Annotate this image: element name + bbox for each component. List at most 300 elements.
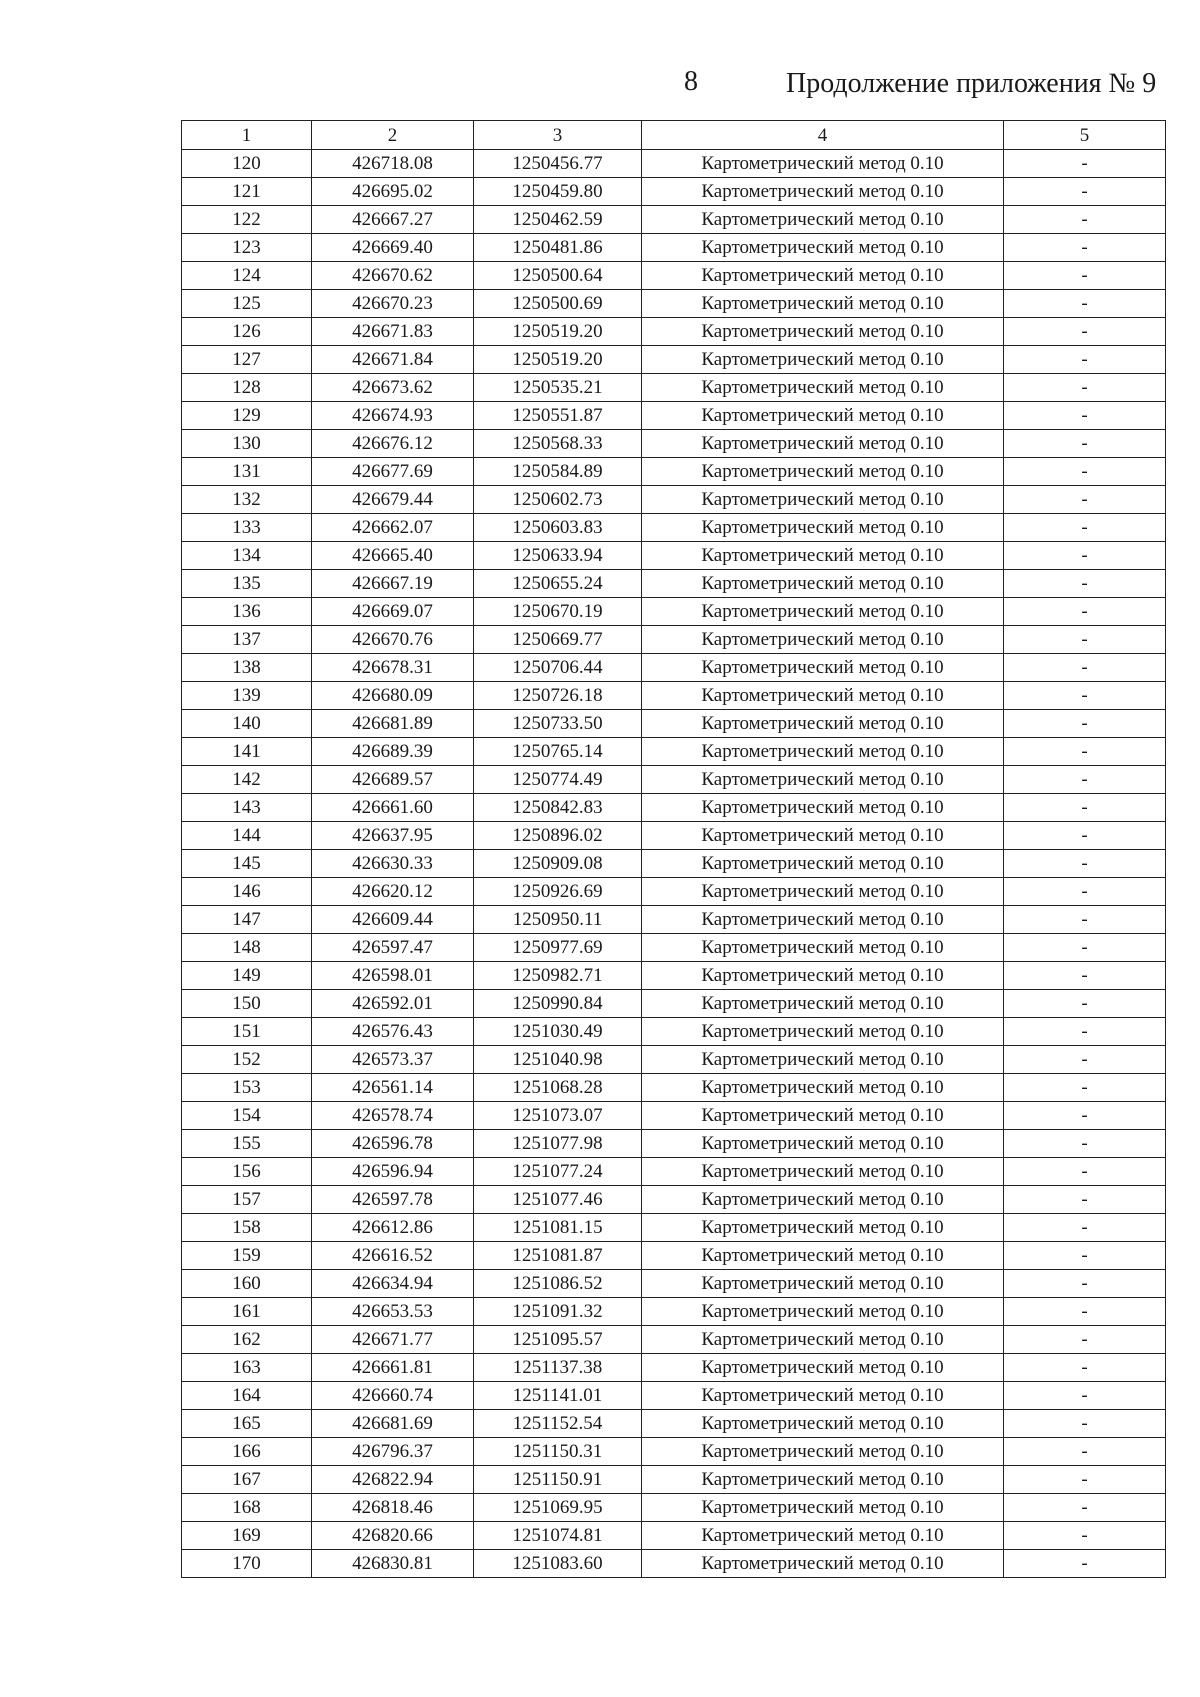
- x-coordinate-cell: 426820.66: [312, 1522, 474, 1550]
- description-cell: -: [1004, 318, 1166, 346]
- description-cell: -: [1004, 682, 1166, 710]
- description-cell: -: [1004, 514, 1166, 542]
- method-cell: Картометрический метод 0.10: [642, 598, 1004, 626]
- point-number-cell: 131: [182, 458, 312, 486]
- y-coordinate-cell: 1250733.50: [474, 710, 642, 738]
- point-number-cell: 139: [182, 682, 312, 710]
- method-cell: Картометрический метод 0.10: [642, 906, 1004, 934]
- table-row: [182, 1102, 1166, 1130]
- point-number-cell: 127: [182, 346, 312, 374]
- point-number-cell: 123: [182, 234, 312, 262]
- y-coordinate-cell: 1250670.19: [474, 598, 642, 626]
- point-number-cell: 146: [182, 878, 312, 906]
- method-cell: Картометрический метод 0.10: [642, 346, 1004, 374]
- table-row: [182, 794, 1166, 822]
- table-row: [182, 514, 1166, 542]
- x-coordinate-cell: 426660.74: [312, 1382, 474, 1410]
- y-coordinate-cell: 1251095.57: [474, 1326, 642, 1354]
- x-coordinate-cell: 426576.43: [312, 1018, 474, 1046]
- y-coordinate-cell: 1251077.98: [474, 1130, 642, 1158]
- x-coordinate-cell: 426670.23: [312, 290, 474, 318]
- point-number-cell: 161: [182, 1298, 312, 1326]
- description-cell: -: [1004, 1074, 1166, 1102]
- description-cell: -: [1004, 486, 1166, 514]
- x-coordinate-cell: 426796.37: [312, 1438, 474, 1466]
- y-coordinate-cell: 1251040.98: [474, 1046, 642, 1074]
- table-row: [182, 318, 1166, 346]
- description-cell: -: [1004, 1326, 1166, 1354]
- y-coordinate-cell: 1251137.38: [474, 1354, 642, 1382]
- description-cell: -: [1004, 1354, 1166, 1382]
- point-number-cell: 169: [182, 1522, 312, 1550]
- method-cell: Картометрический метод 0.10: [642, 458, 1004, 486]
- point-number-cell: 134: [182, 542, 312, 570]
- description-cell: -: [1004, 1382, 1166, 1410]
- point-number-cell: 141: [182, 738, 312, 766]
- point-number-cell: 148: [182, 934, 312, 962]
- x-coordinate-cell: 426669.40: [312, 234, 474, 262]
- y-coordinate-cell: 1250669.77: [474, 626, 642, 654]
- y-coordinate-cell: 1250602.73: [474, 486, 642, 514]
- point-number-cell: 140: [182, 710, 312, 738]
- method-cell: Картометрический метод 0.10: [642, 514, 1004, 542]
- y-coordinate-cell: 1251077.24: [474, 1158, 642, 1186]
- page-caption: Продолжение приложения № 9: [786, 68, 1157, 99]
- method-cell: Картометрический метод 0.10: [642, 1242, 1004, 1270]
- y-coordinate-cell: 1250456.77: [474, 150, 642, 178]
- y-coordinate-cell: 1251068.28: [474, 1074, 642, 1102]
- method-cell: Картометрический метод 0.10: [642, 850, 1004, 878]
- x-coordinate-cell: 426673.62: [312, 374, 474, 402]
- point-number-cell: 133: [182, 514, 312, 542]
- y-coordinate-cell: 1250977.69: [474, 934, 642, 962]
- table-row: [182, 1354, 1166, 1382]
- method-cell: Картометрический метод 0.10: [642, 1522, 1004, 1550]
- description-cell: -: [1004, 1046, 1166, 1074]
- method-cell: Картометрический метод 0.10: [642, 1438, 1004, 1466]
- y-coordinate-cell: 1251069.95: [474, 1494, 642, 1522]
- point-number-cell: 162: [182, 1326, 312, 1354]
- table-row: [182, 346, 1166, 374]
- method-cell: Картометрический метод 0.10: [642, 682, 1004, 710]
- method-cell: Картометрический метод 0.10: [642, 178, 1004, 206]
- page-number: 8: [684, 66, 698, 97]
- y-coordinate-cell: 1251091.32: [474, 1298, 642, 1326]
- method-cell: Картометрический метод 0.10: [642, 374, 1004, 402]
- point-number-cell: 142: [182, 766, 312, 794]
- y-coordinate-cell: 1250909.08: [474, 850, 642, 878]
- method-cell: Картометрический метод 0.10: [642, 1354, 1004, 1382]
- method-cell: Картометрический метод 0.10: [642, 290, 1004, 318]
- description-cell: -: [1004, 542, 1166, 570]
- point-number-cell: 135: [182, 570, 312, 598]
- x-coordinate-cell: 426818.46: [312, 1494, 474, 1522]
- x-coordinate-cell: 426637.95: [312, 822, 474, 850]
- y-coordinate-cell: 1250765.14: [474, 738, 642, 766]
- description-cell: -: [1004, 822, 1166, 850]
- x-coordinate-cell: 426662.07: [312, 514, 474, 542]
- point-number-cell: 132: [182, 486, 312, 514]
- description-cell: -: [1004, 1522, 1166, 1550]
- point-number-cell: 144: [182, 822, 312, 850]
- x-coordinate-cell: 426695.02: [312, 178, 474, 206]
- y-coordinate-cell: 1250551.87: [474, 402, 642, 430]
- table-row: [182, 1186, 1166, 1214]
- point-number-cell: 138: [182, 654, 312, 682]
- y-coordinate-cell: 1251030.49: [474, 1018, 642, 1046]
- y-coordinate-cell: 1250519.20: [474, 318, 642, 346]
- description-cell: -: [1004, 1158, 1166, 1186]
- y-coordinate-cell: 1251083.60: [474, 1550, 642, 1578]
- description-cell: -: [1004, 878, 1166, 906]
- description-cell: -: [1004, 794, 1166, 822]
- table-row: [182, 878, 1166, 906]
- method-cell: Картометрический метод 0.10: [642, 1410, 1004, 1438]
- method-cell: Картометрический метод 0.10: [642, 626, 1004, 654]
- y-coordinate-cell: 1250568.33: [474, 430, 642, 458]
- method-cell: Картометрический метод 0.10: [642, 1494, 1004, 1522]
- table-row: [182, 1046, 1166, 1074]
- point-number-cell: 170: [182, 1550, 312, 1578]
- y-coordinate-cell: 1250535.21: [474, 374, 642, 402]
- y-coordinate-cell: 1250462.59: [474, 206, 642, 234]
- description-cell: -: [1004, 1494, 1166, 1522]
- method-cell: Картометрический метод 0.10: [642, 318, 1004, 346]
- point-number-cell: 122: [182, 206, 312, 234]
- x-coordinate-cell: 426598.01: [312, 962, 474, 990]
- point-number-cell: 136: [182, 598, 312, 626]
- y-coordinate-cell: 1250481.86: [474, 234, 642, 262]
- method-cell: Картометрический метод 0.10: [642, 486, 1004, 514]
- column-header: 4: [642, 121, 1004, 150]
- point-number-cell: 143: [182, 794, 312, 822]
- method-cell: Картометрический метод 0.10: [642, 206, 1004, 234]
- x-coordinate-cell: 426678.31: [312, 654, 474, 682]
- point-number-cell: 130: [182, 430, 312, 458]
- description-cell: -: [1004, 1214, 1166, 1242]
- table-row: [182, 850, 1166, 878]
- table-body: [182, 150, 1166, 1578]
- table-row: [182, 542, 1166, 570]
- point-number-cell: 145: [182, 850, 312, 878]
- description-cell: -: [1004, 598, 1166, 626]
- point-number-cell: 163: [182, 1354, 312, 1382]
- point-number-cell: 126: [182, 318, 312, 346]
- description-cell: -: [1004, 934, 1166, 962]
- method-cell: Картометрический метод 0.10: [642, 878, 1004, 906]
- description-cell: -: [1004, 1466, 1166, 1494]
- method-cell: Картометрический метод 0.10: [642, 262, 1004, 290]
- table-row: [182, 1550, 1166, 1578]
- x-coordinate-cell: 426653.53: [312, 1298, 474, 1326]
- method-cell: Картометрический метод 0.10: [642, 1270, 1004, 1298]
- point-number-cell: 166: [182, 1438, 312, 1466]
- y-coordinate-cell: 1251081.15: [474, 1214, 642, 1242]
- point-number-cell: 149: [182, 962, 312, 990]
- y-coordinate-cell: 1250896.02: [474, 822, 642, 850]
- method-cell: Картометрический метод 0.10: [642, 1158, 1004, 1186]
- description-cell: -: [1004, 150, 1166, 178]
- point-number-cell: 129: [182, 402, 312, 430]
- y-coordinate-cell: 1250950.11: [474, 906, 642, 934]
- point-number-cell: 147: [182, 906, 312, 934]
- table-row: [182, 1438, 1166, 1466]
- y-coordinate-cell: 1250584.89: [474, 458, 642, 486]
- table-row: [182, 822, 1166, 850]
- description-cell: -: [1004, 178, 1166, 206]
- table-row: [182, 1326, 1166, 1354]
- point-number-cell: 124: [182, 262, 312, 290]
- x-coordinate-cell: 426667.27: [312, 206, 474, 234]
- x-coordinate-cell: 426669.07: [312, 598, 474, 626]
- description-cell: -: [1004, 402, 1166, 430]
- description-cell: -: [1004, 1242, 1166, 1270]
- table-row: [182, 402, 1166, 430]
- point-number-cell: 120: [182, 150, 312, 178]
- y-coordinate-cell: 1250633.94: [474, 542, 642, 570]
- x-coordinate-cell: 426661.81: [312, 1354, 474, 1382]
- x-coordinate-cell: 426665.40: [312, 542, 474, 570]
- y-coordinate-cell: 1251077.46: [474, 1186, 642, 1214]
- table-row: [182, 1242, 1166, 1270]
- y-coordinate-cell: 1250519.20: [474, 346, 642, 374]
- x-coordinate-cell: 426676.12: [312, 430, 474, 458]
- x-coordinate-cell: 426609.44: [312, 906, 474, 934]
- table-row: [182, 934, 1166, 962]
- y-coordinate-cell: 1251141.01: [474, 1382, 642, 1410]
- y-coordinate-cell: 1250842.83: [474, 794, 642, 822]
- y-coordinate-cell: 1251081.87: [474, 1242, 642, 1270]
- table-row: [182, 1466, 1166, 1494]
- point-number-cell: 121: [182, 178, 312, 206]
- table-row: [182, 1074, 1166, 1102]
- x-coordinate-cell: 426689.39: [312, 738, 474, 766]
- x-coordinate-cell: 426634.94: [312, 1270, 474, 1298]
- method-cell: Картометрический метод 0.10: [642, 738, 1004, 766]
- method-cell: Картометрический метод 0.10: [642, 570, 1004, 598]
- x-coordinate-cell: 426612.86: [312, 1214, 474, 1242]
- table-row: [182, 906, 1166, 934]
- x-coordinate-cell: 426597.78: [312, 1186, 474, 1214]
- x-coordinate-cell: 426573.37: [312, 1046, 474, 1074]
- point-number-cell: 156: [182, 1158, 312, 1186]
- x-coordinate-cell: 426630.33: [312, 850, 474, 878]
- y-coordinate-cell: 1250603.83: [474, 514, 642, 542]
- description-cell: -: [1004, 1298, 1166, 1326]
- method-cell: Картометрический метод 0.10: [642, 430, 1004, 458]
- x-coordinate-cell: 426671.77: [312, 1326, 474, 1354]
- point-number-cell: 158: [182, 1214, 312, 1242]
- column-header: 3: [474, 121, 642, 150]
- description-cell: -: [1004, 206, 1166, 234]
- description-cell: -: [1004, 1410, 1166, 1438]
- description-cell: -: [1004, 738, 1166, 766]
- y-coordinate-cell: 1251150.91: [474, 1466, 642, 1494]
- y-coordinate-cell: 1251073.07: [474, 1102, 642, 1130]
- method-cell: Картометрический метод 0.10: [642, 402, 1004, 430]
- table-row: [182, 710, 1166, 738]
- description-cell: -: [1004, 626, 1166, 654]
- y-coordinate-cell: 1250500.64: [474, 262, 642, 290]
- table-row: [182, 1382, 1166, 1410]
- point-number-cell: 153: [182, 1074, 312, 1102]
- x-coordinate-cell: 426667.19: [312, 570, 474, 598]
- column-header: 1: [182, 121, 312, 150]
- y-coordinate-cell: 1250500.69: [474, 290, 642, 318]
- method-cell: Картометрический метод 0.10: [642, 766, 1004, 794]
- method-cell: Картометрический метод 0.10: [642, 1214, 1004, 1242]
- table-row: [182, 178, 1166, 206]
- table-row: [182, 1522, 1166, 1550]
- description-cell: -: [1004, 346, 1166, 374]
- x-coordinate-cell: 426670.76: [312, 626, 474, 654]
- method-cell: Картометрический метод 0.10: [642, 1466, 1004, 1494]
- y-coordinate-cell: 1250726.18: [474, 682, 642, 710]
- method-cell: Картометрический метод 0.10: [642, 1298, 1004, 1326]
- description-cell: -: [1004, 570, 1166, 598]
- table-row: [182, 486, 1166, 514]
- table-row: [182, 682, 1166, 710]
- column-header: 2: [312, 121, 474, 150]
- method-cell: Картометрический метод 0.10: [642, 542, 1004, 570]
- table-row: [182, 458, 1166, 486]
- method-cell: Картометрический метод 0.10: [642, 150, 1004, 178]
- x-coordinate-cell: 426616.52: [312, 1242, 474, 1270]
- x-coordinate-cell: 426681.89: [312, 710, 474, 738]
- description-cell: -: [1004, 850, 1166, 878]
- table-row: [182, 738, 1166, 766]
- point-number-cell: 137: [182, 626, 312, 654]
- description-cell: -: [1004, 1018, 1166, 1046]
- table-row: [182, 150, 1166, 178]
- method-cell: Картометрический метод 0.10: [642, 1018, 1004, 1046]
- x-coordinate-cell: 426592.01: [312, 990, 474, 1018]
- table-row: [182, 1158, 1166, 1186]
- table-row: [182, 1298, 1166, 1326]
- column-header: 5: [1004, 121, 1166, 150]
- point-number-cell: 165: [182, 1410, 312, 1438]
- table-row: [182, 234, 1166, 262]
- point-number-cell: 151: [182, 1018, 312, 1046]
- point-number-cell: 152: [182, 1046, 312, 1074]
- table-header-row: [182, 121, 1166, 150]
- method-cell: Картометрический метод 0.10: [642, 710, 1004, 738]
- method-cell: Картометрический метод 0.10: [642, 1186, 1004, 1214]
- x-coordinate-cell: 426677.69: [312, 458, 474, 486]
- method-cell: Картометрический метод 0.10: [642, 794, 1004, 822]
- point-number-cell: 167: [182, 1466, 312, 1494]
- table-row: [182, 206, 1166, 234]
- point-number-cell: 168: [182, 1494, 312, 1522]
- y-coordinate-cell: 1251086.52: [474, 1270, 642, 1298]
- description-cell: -: [1004, 430, 1166, 458]
- x-coordinate-cell: 426661.60: [312, 794, 474, 822]
- point-number-cell: 154: [182, 1102, 312, 1130]
- table-row: [182, 1410, 1166, 1438]
- method-cell: Картометрический метод 0.10: [642, 1074, 1004, 1102]
- table-row: [182, 962, 1166, 990]
- method-cell: Картометрический метод 0.10: [642, 1550, 1004, 1578]
- x-coordinate-cell: 426597.47: [312, 934, 474, 962]
- description-cell: -: [1004, 1270, 1166, 1298]
- y-coordinate-cell: 1250774.49: [474, 766, 642, 794]
- method-cell: Картометрический метод 0.10: [642, 1382, 1004, 1410]
- method-cell: Картометрический метод 0.10: [642, 962, 1004, 990]
- table-row: [182, 626, 1166, 654]
- y-coordinate-cell: 1250706.44: [474, 654, 642, 682]
- x-coordinate-cell: 426596.94: [312, 1158, 474, 1186]
- x-coordinate-cell: 426578.74: [312, 1102, 474, 1130]
- method-cell: Картометрический метод 0.10: [642, 1046, 1004, 1074]
- table-row: [182, 290, 1166, 318]
- table-row: [182, 1214, 1166, 1242]
- description-cell: -: [1004, 234, 1166, 262]
- point-number-cell: 155: [182, 1130, 312, 1158]
- point-number-cell: 157: [182, 1186, 312, 1214]
- y-coordinate-cell: 1251074.81: [474, 1522, 642, 1550]
- x-coordinate-cell: 426671.84: [312, 346, 474, 374]
- table-row: [182, 1018, 1166, 1046]
- method-cell: Картометрический метод 0.10: [642, 990, 1004, 1018]
- y-coordinate-cell: 1250459.80: [474, 178, 642, 206]
- table-header: [182, 121, 1166, 150]
- y-coordinate-cell: 1251150.31: [474, 1438, 642, 1466]
- table-row: [182, 766, 1166, 794]
- y-coordinate-cell: 1250990.84: [474, 990, 642, 1018]
- x-coordinate-cell: 426679.44: [312, 486, 474, 514]
- method-cell: Картометрический метод 0.10: [642, 234, 1004, 262]
- method-cell: Картометрический метод 0.10: [642, 934, 1004, 962]
- table-row: [182, 1270, 1166, 1298]
- x-coordinate-cell: 426620.12: [312, 878, 474, 906]
- description-cell: -: [1004, 1550, 1166, 1578]
- method-cell: Картометрический метод 0.10: [642, 822, 1004, 850]
- method-cell: Картометрический метод 0.10: [642, 1326, 1004, 1354]
- description-cell: -: [1004, 962, 1166, 990]
- description-cell: -: [1004, 1438, 1166, 1466]
- description-cell: -: [1004, 906, 1166, 934]
- x-coordinate-cell: 426680.09: [312, 682, 474, 710]
- table-row: [182, 654, 1166, 682]
- table-row: [182, 598, 1166, 626]
- y-coordinate-cell: 1250982.71: [474, 962, 642, 990]
- description-cell: -: [1004, 374, 1166, 402]
- description-cell: -: [1004, 654, 1166, 682]
- x-coordinate-cell: 426718.08: [312, 150, 474, 178]
- table-row: [182, 262, 1166, 290]
- table-row: [182, 990, 1166, 1018]
- x-coordinate-cell: 426596.78: [312, 1130, 474, 1158]
- point-number-cell: 125: [182, 290, 312, 318]
- description-cell: -: [1004, 1102, 1166, 1130]
- x-coordinate-cell: 426681.69: [312, 1410, 474, 1438]
- description-cell: -: [1004, 458, 1166, 486]
- point-number-cell: 160: [182, 1270, 312, 1298]
- point-number-cell: 128: [182, 374, 312, 402]
- y-coordinate-cell: 1250926.69: [474, 878, 642, 906]
- point-number-cell: 150: [182, 990, 312, 1018]
- x-coordinate-cell: 426689.57: [312, 766, 474, 794]
- x-coordinate-cell: 426822.94: [312, 1466, 474, 1494]
- description-cell: -: [1004, 766, 1166, 794]
- x-coordinate-cell: 426671.83: [312, 318, 474, 346]
- x-coordinate-cell: 426670.62: [312, 262, 474, 290]
- point-number-cell: 164: [182, 1382, 312, 1410]
- x-coordinate-cell: 426830.81: [312, 1550, 474, 1578]
- table-row: [182, 374, 1166, 402]
- table-row: [182, 1130, 1166, 1158]
- description-cell: -: [1004, 262, 1166, 290]
